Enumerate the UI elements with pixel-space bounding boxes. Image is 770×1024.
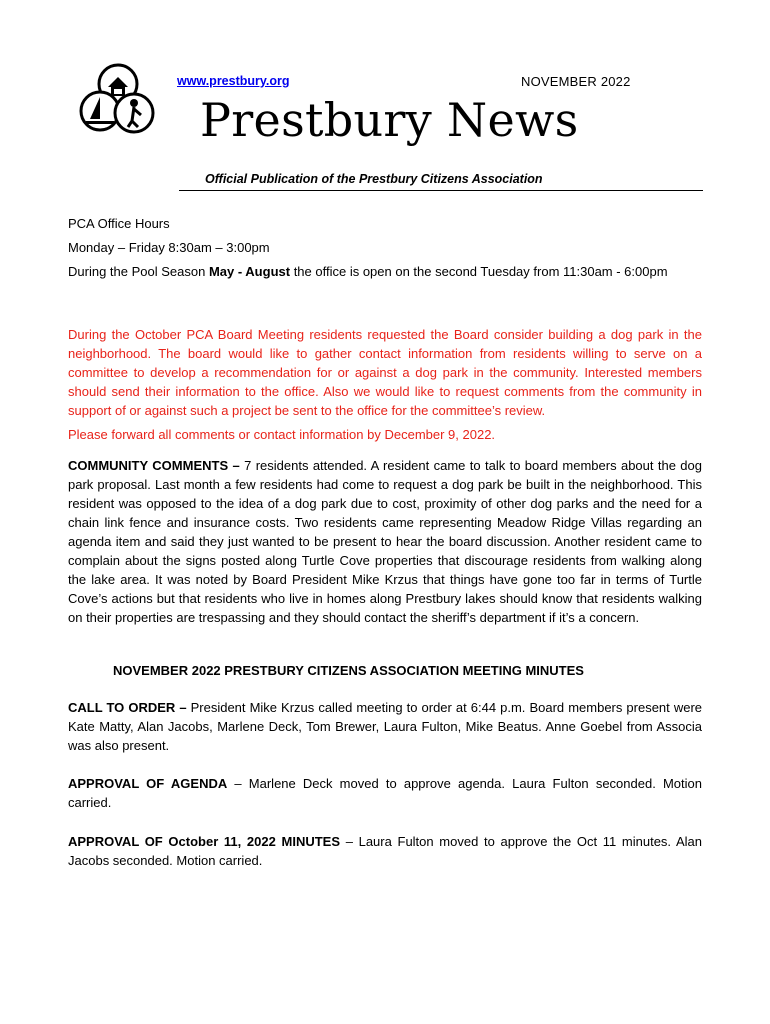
issue-date: NOVEMBER 2022: [521, 74, 631, 89]
approval-minutes-paragraph: [68, 832, 702, 870]
approval-agenda-paragraph: [68, 774, 702, 812]
website-link[interactable]: www.prestbury.org: [177, 74, 290, 88]
approval-minutes-section: [68, 832, 702, 870]
approval-minutes-label: APPROVAL OF October 11, 2022 MINUTES: [68, 834, 341, 849]
pool-prefix: During the Pool Season: [68, 264, 209, 279]
call-to-order-paragraph: [68, 698, 702, 755]
pool-suffix: the office is open on the second Tuesday from 11:30am - 6:00pm: [290, 264, 668, 279]
dog-park-notice: [68, 325, 702, 444]
community-comments-section: [68, 456, 702, 627]
newsletter-subtitle: Official Publication of the Prestbury Citizens Association: [205, 172, 543, 186]
community-comments-label: COMMUNITY COMMENTS –: [68, 458, 240, 473]
community-comments-paragraph: [68, 456, 702, 627]
call-to-order-text: President Mike Krzus called meeting to order at 6:44 p.m. Board members present were Kate Matty, Alan Jacobs, Marlene Deck, Tom Brewer, Laura Fulton, Mike Beatus. Anne Goebel from Associa was also present.: [68, 700, 702, 753]
call-to-order-section: [68, 698, 702, 755]
office-hours-weekday: Monday – Friday 8:30am – 3:00pm: [68, 240, 270, 255]
dog-park-deadline: Please forward all comments or contact information by December 9, 2022.: [68, 427, 496, 442]
newsletter-title: Prestbury News: [200, 93, 579, 147]
dog-park-paragraph: During the October PCA Board Meeting residents requested the Board consider building a dog park in the neighborhood. The board would like to gather contact information from residents willing to serve on a committee to develop a recommendation for or against a dog park in the community. Interested members should send their information to the office. Also we would like to request comments from the community in support of or against such a project be sent to the office for the committee’s review.: [68, 327, 702, 418]
call-to-order-label: CALL TO ORDER –: [68, 700, 187, 715]
header-divider: [179, 190, 703, 191]
prestbury-logo: [78, 63, 156, 137]
approval-agenda-section: [68, 774, 702, 812]
approval-agenda-label: APPROVAL OF AGENDA: [68, 776, 228, 791]
approval-agenda-text: – Marlene Deck moved to approve agenda. Laura Fulton seconded. Motion carried.: [68, 776, 702, 810]
community-comments-text: 7 residents attended. A resident came to talk to board members about the dog park proposal. Last month a few residents had come to request a dog park be built in the neighborhood. This resident was opposed to the idea of a dog park due to cost, proximity of other dog parks and the need for a chain link fence and insurance costs. Two residents came representing Meadow Ridge Villas regarding an agenda item and said they just wanted to be present to hear the board discussion. Another resident came to complain about the signs posted along Turtle Cove properties that discourage residents from walking along the lake area. It was noted by Board President Mike Krzus that things have gone too far in terms of Turtle Cove’s actions but that residents who live in homes along Prestbury lakes should know that residents walking on their properties are trespassing and they should contact the sheriff’s department if it’s a concern.: [68, 458, 702, 625]
pool-months: May - August: [208, 264, 291, 279]
office-hours-pool-season: [68, 262, 702, 281]
approval-minutes-text: – Laura Fulton moved to approve the Oct 11 minutes. Alan Jacobs seconded. Motion carried.: [68, 834, 703, 868]
minutes-heading: NOVEMBER 2022 PRESTBURY CITIZENS ASSOCIATION MEETING MINUTES: [113, 663, 584, 678]
office-hours-heading: PCA Office Hours: [68, 216, 170, 231]
office-hours-section: [68, 214, 702, 281]
